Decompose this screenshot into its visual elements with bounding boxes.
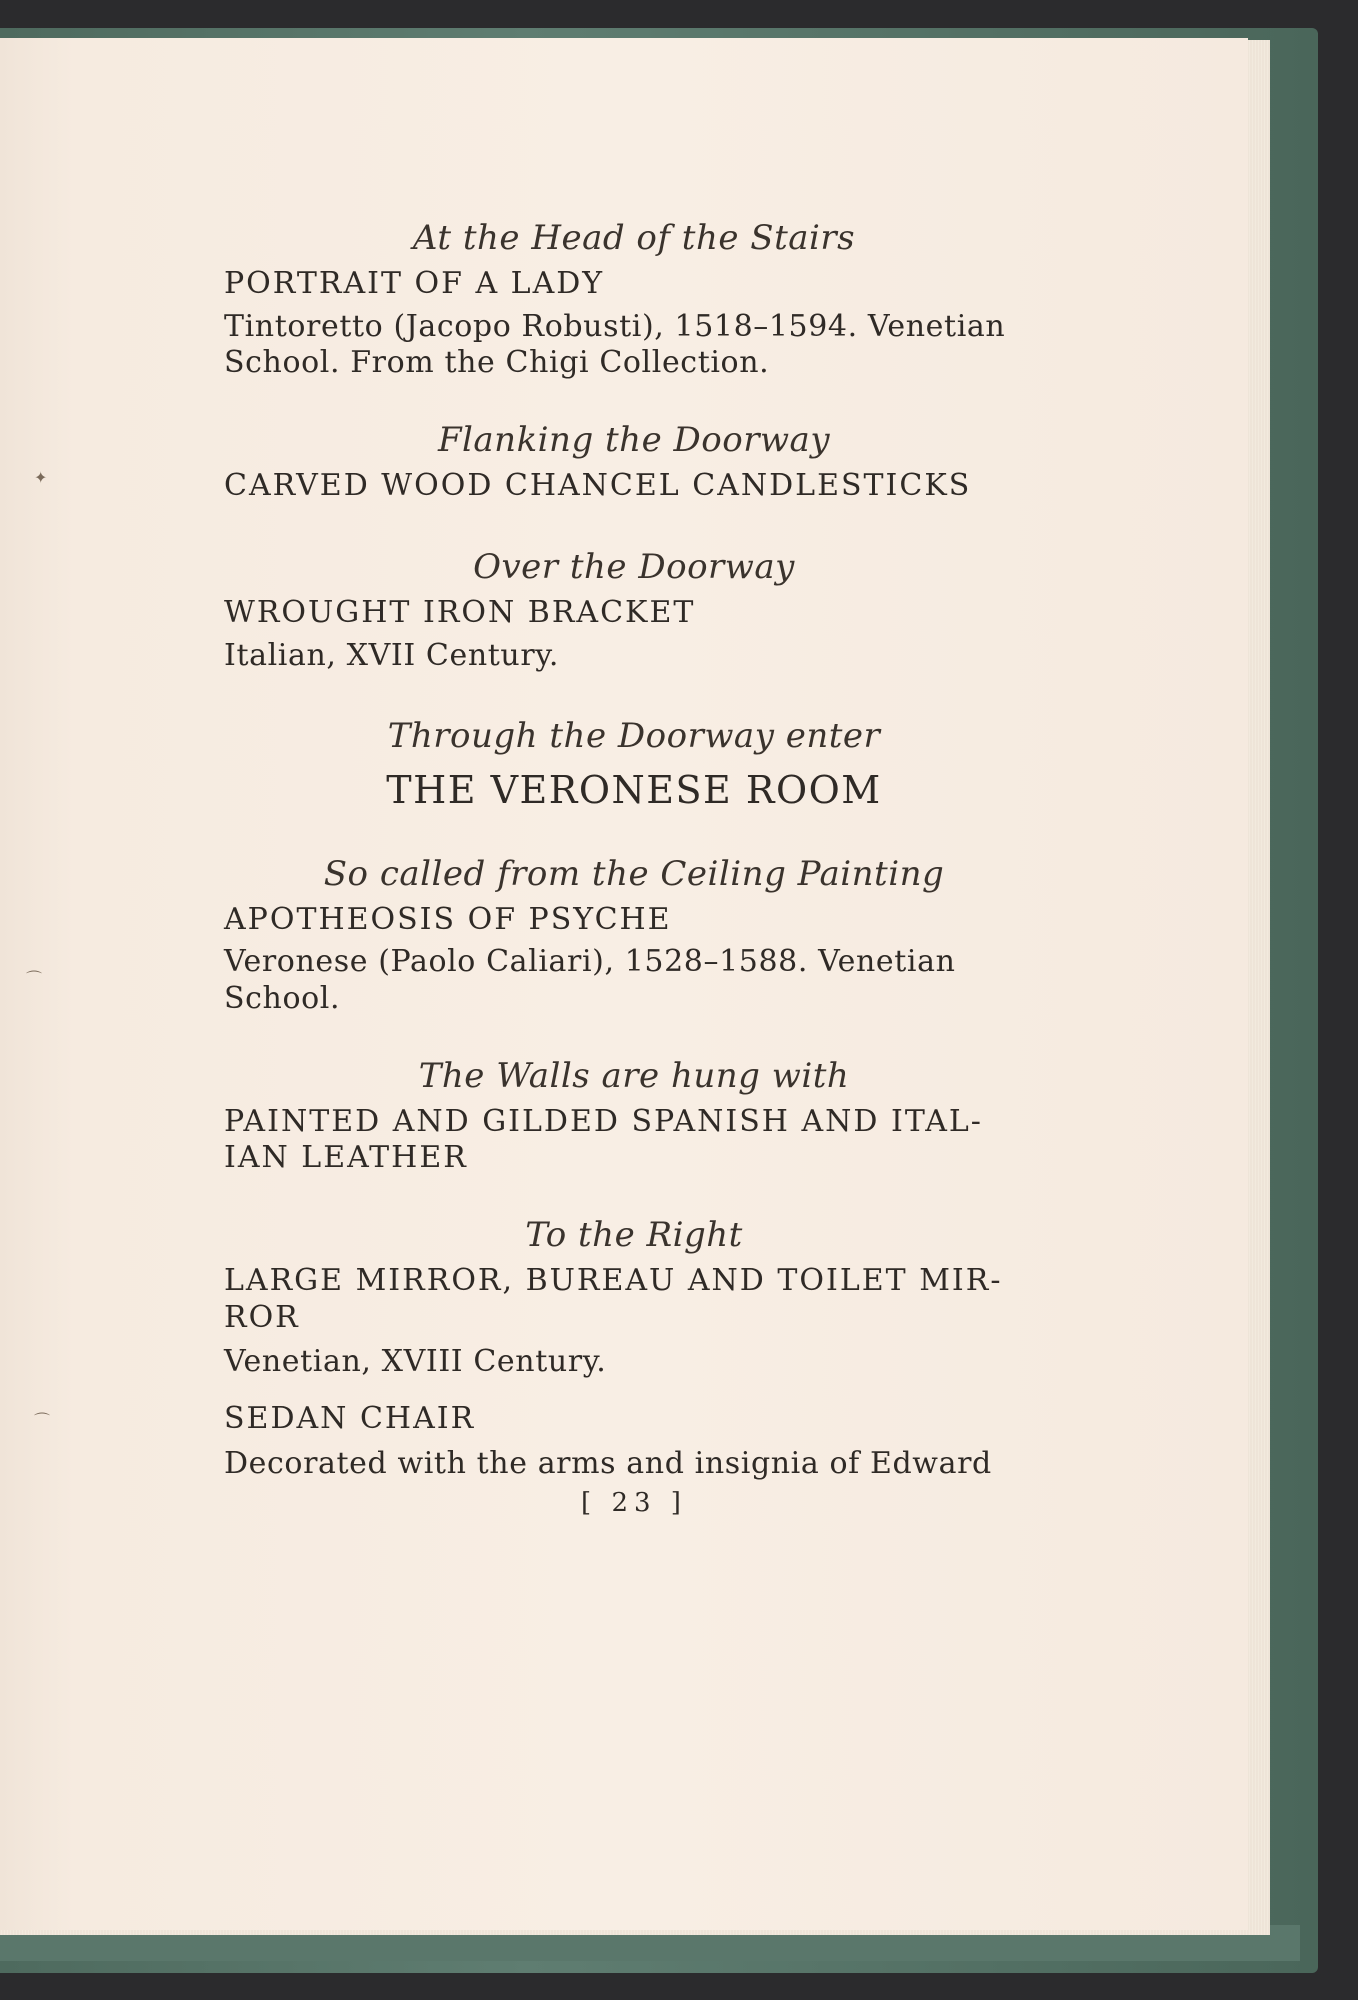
gutter-stitch-mark: ⌒	[34, 1411, 51, 1430]
section-heading: To the Right	[525, 1215, 743, 1256]
gutter-stitch-mark: ⌒	[26, 969, 43, 988]
item-title: IAN LEATHER	[224, 1140, 468, 1176]
item-description: Italian, XVII Century.	[224, 637, 559, 673]
section-heading: Flanking the Doorway	[437, 419, 831, 460]
section-heading: Through the Doorway enter	[387, 716, 881, 757]
section-heading: Over the Doorway	[473, 546, 795, 587]
page-number: [ 23 ]	[581, 1488, 687, 1519]
item-title: APOTHEOSIS OF PSYCHE	[224, 901, 672, 937]
item-description: School.	[224, 981, 341, 1017]
item-description: Decorated with the arms and insignia of Edward	[224, 1445, 992, 1481]
item-title: CARVED WOOD CHANCEL CANDLESTICKS	[224, 468, 972, 504]
item-description: Venetian, XVIII Century.	[224, 1344, 607, 1380]
item-description: School. From the Chigi Collection.	[224, 345, 770, 381]
gutter-stitch-mark: ✦	[34, 468, 48, 487]
item-description: Tintoretto (Jacopo Robusti), 1518–1594. Venetian	[224, 308, 1006, 344]
section-heading: So called from the Ceiling Painting	[323, 853, 945, 894]
room-title: THE VERONESE ROOM	[386, 768, 882, 813]
section-heading: The Walls are hung with	[418, 1055, 850, 1096]
item-title: ROR	[224, 1299, 300, 1335]
item-title: PORTRAIT OF A LADY	[224, 266, 605, 302]
section-heading: At the Head of the Stairs	[412, 218, 856, 258]
item-title: SEDAN CHAIR	[224, 1401, 476, 1437]
page-text	[224, 216, 1044, 1518]
item-description: Veronese (Paolo Caliari), 1528–1588. Venetian	[224, 944, 956, 980]
item-title: LARGE MIRROR, BUREAU AND TOILET MIR-	[224, 1263, 1003, 1299]
item-title: WROUGHT IRON BRACKET	[224, 594, 696, 630]
item-title: PAINTED AND GILDED SPANISH AND ITAL-	[224, 1103, 983, 1139]
